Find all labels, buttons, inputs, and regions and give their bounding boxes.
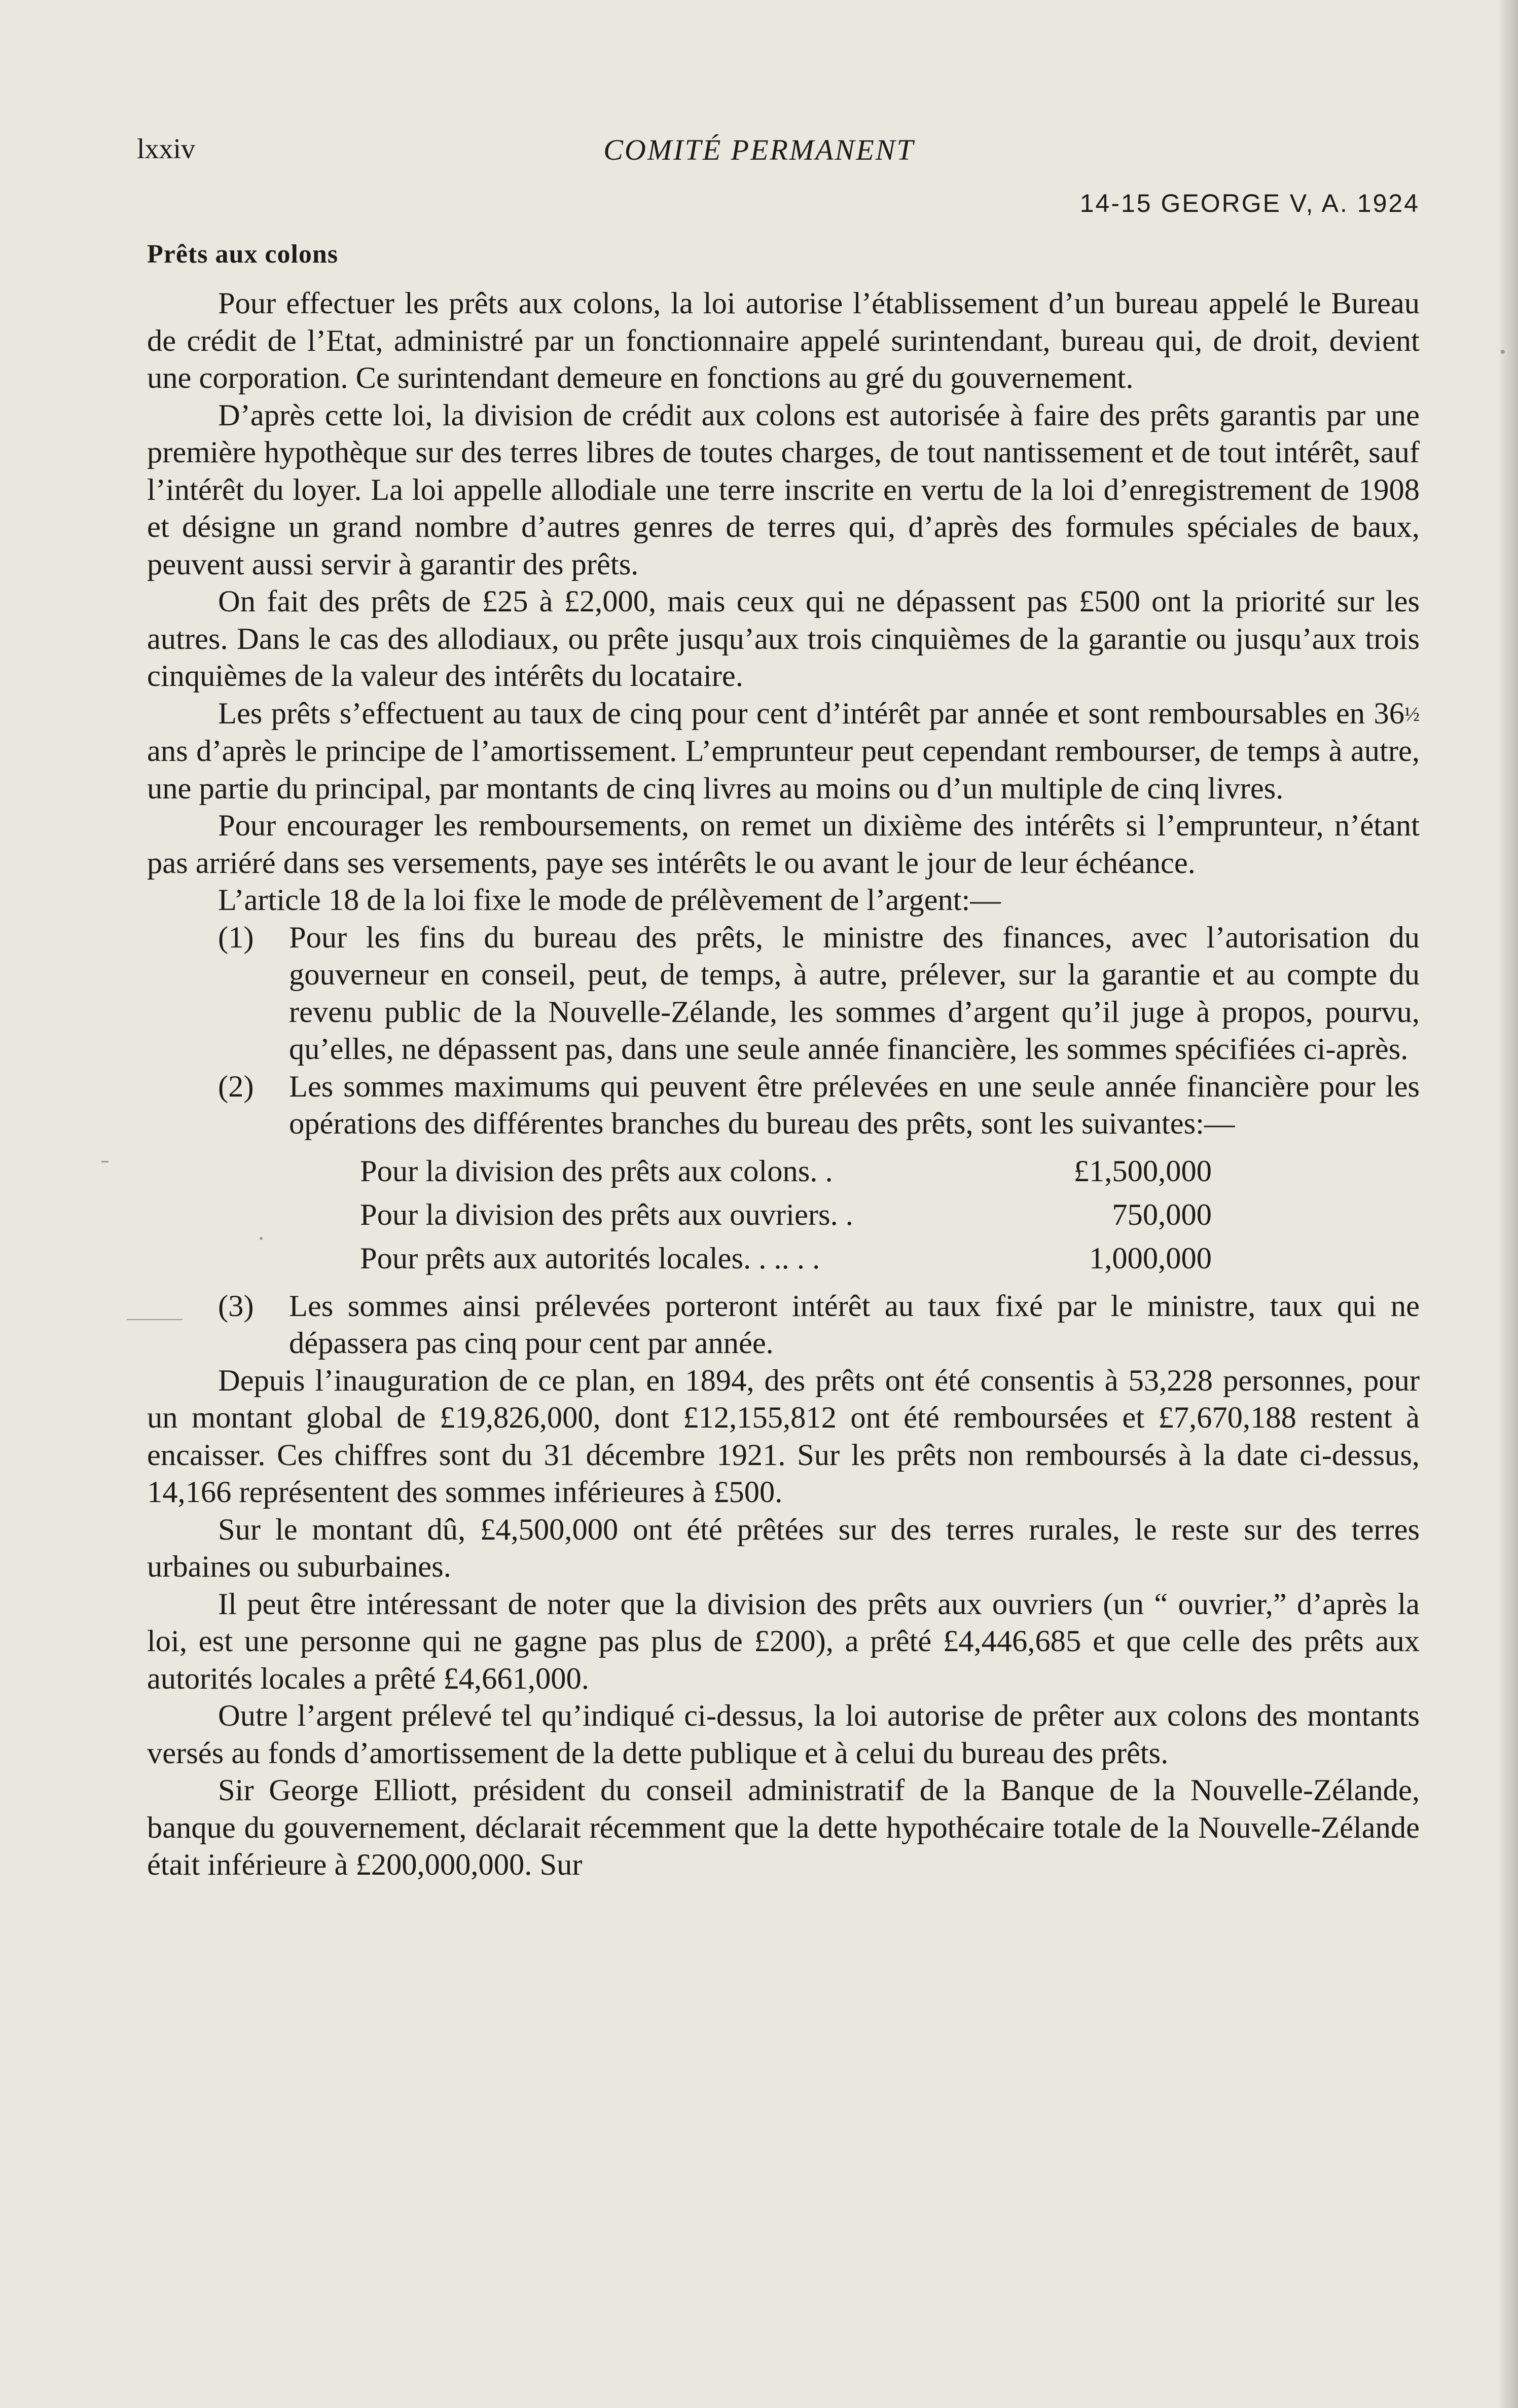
paragraph: Sir George Elliott, président du conseil administratif de la Banque de la Nouvelle-Zélande, banque du gouvernement, déclarait récemment que la dette hypothécaire totale de la Nouvelle-Zélande était inférieure à £200,000,000. Sur [147,1773,1420,1882]
list-number: (2) [218,1069,254,1104]
amount-label: Pour la division des prêts aux colons. . [360,1154,833,1188]
paragraph: Depuis l’inauguration de ce plan, en 1894, des prêts ont été consentis à 53,228 personnes, pour un montant global de £19,826,000, dont £12,155,812 ont été remboursées et £7,670,188 restent à encaisser. Ces chiffres sont du 31 décembre 1921. Sur les prêts non remboursés à la date ci-dessus, 14,166 représentent des sommes inférieures à £500. [147,1363,1420,1509]
amount-value: 1,000,000 [1089,1241,1212,1275]
article-list [147,919,1420,1143]
list-number: (1) [218,920,254,955]
paragraph-text: ans d’après le principe de l’amortissement. L’emprunteur peut cependant rembourser, de temps à autre, une partie du principal, par montants de cinq livres au moins ou d’un multiple de cinq livres. [147,734,1420,806]
amount-row [360,1193,1212,1237]
page-binding-shadow [1498,0,1518,2408]
amount-label: Pour prêts aux autorités locales. . .. . . [360,1241,820,1275]
running-title: COMITÉ PERMANENT [603,133,915,166]
paragraph: Pour effectuer les prêts aux colons, la loi autorise l’établissement d’un bureau appelé le Bureau de crédit de l’Etat, administré par un fonctionnaire appelé surintendant, bureau qui, de droit, devient une corporation. Ce surintendant demeure en fonctions au gré du gouvernement. [147,286,1420,395]
paragraph: Outre l’argent prélevé tel qu’indiqué ci-dessus, la loi autorise de prêter aux colons des montants versés au fonds d’amortissement de la dette publique et à celui du bureau des prêts. [147,1699,1420,1770]
amount-value: 750,000 [1112,1197,1212,1232]
list-text: Les sommes maximums qui peuvent être prélevées en une seule année financière pour les opérations des différentes branches du bureau des prêts, sont les suivantes:— [289,1069,1420,1141]
section-title: Prêts aux colons [147,240,339,269]
page-number: lxxiv [137,133,196,165]
list-number: (3) [218,1289,254,1323]
amount-value: £1,500,000 [1073,1154,1212,1188]
paragraph: On fait des prêts de £25 à £2,000, mais ceux qui ne dépassent pas £500 ont la priorité sur les autres. Dans le cas des allodiaux, ou prête jusqu’aux trois cinquièmes de la garantie ou jusqu’aux trois cinquièmes de la valeur des intérêts du locataire. [147,585,1420,693]
scan-speck [260,1237,263,1240]
paragraph: Pour encourager les remboursements, on remet un dixième des intérêts si l’emprunteur, n’étant pas arriéré dans ses versements, paye ses intérêts le ou avant le jour de leur échéance. [147,809,1420,880]
list-item [218,919,1420,1068]
amount-label: Pour la division des prêts aux ouvriers. . [360,1197,853,1232]
list-item [218,1288,1420,1362]
paragraph-text: Les prêts s’effectuent au taux de cinq pour cent d’intérêt par année et sont remboursables en 36 [218,696,1404,731]
amounts-table [360,1150,1212,1281]
fraction: ½ [1404,702,1420,725]
article-list-continued [147,1288,1420,1362]
paragraph [147,695,1420,808]
scan-speck [101,1161,109,1162]
body-text [147,285,1420,1884]
paragraph: Sur le montant dû, £4,500,000 ont été prêtées sur des terres rurales, le reste sur des terres urbaines ou suburbaines. [147,1512,1420,1584]
list-text: Les sommes ainsi prélevées porteront intérêt au taux fixé par le ministre, taux qui ne dépassera pas cinq pour cent par année. [289,1289,1420,1360]
paragraph: L’article 18 de la loi fixe le mode de prélèvement de l’argent:— [218,883,1001,917]
amount-row [360,1150,1212,1193]
scan-speck [1501,350,1505,354]
session-reference: 14-15 GEORGE V, A. 1924 [1079,189,1420,217]
amount-row [360,1237,1212,1281]
paragraph: Il peut être intéressant de noter que la division des prêts aux ouvriers (un “ ouvrier,” d’après la loi, est une personne qui ne gagne pas plus de £200), a prêté £4,446,685 et que celle des prêts aux autorités locales a prêté £4,661,000. [147,1587,1420,1696]
list-item [218,1068,1420,1143]
list-text: Pour les fins du bureau des prêts, le ministre des finances, avec l’autorisation du gouverneur en conseil, peut, de temps, à autre, prélever, sur la garantie et au compte du revenu public de la Nouvelle-Zélande, les sommes d’argent qu’il juge à propos, pourvu, qu’elles, ne dépassent pas, dans une seule année financière, les sommes spécifiées ci-après. [289,920,1420,1066]
paragraph: D’après cette loi, la division de crédit aux colons est autorisée à faire des prêts garantis par une première hypothèque sur des terres libres de toutes charges, de tout nantissement et de tout intérêt, sauf l’intérêt du loyer. La loi appelle allodiale une terre inscrite en vertu de la loi d’enregistrement de 1908 et désigne un grand nombre d’autres genres de terres qui, d’après des formules spéciales de baux, peuvent aussi servir à garantir des prêts. [147,398,1420,581]
scan-speck [127,1319,183,1320]
